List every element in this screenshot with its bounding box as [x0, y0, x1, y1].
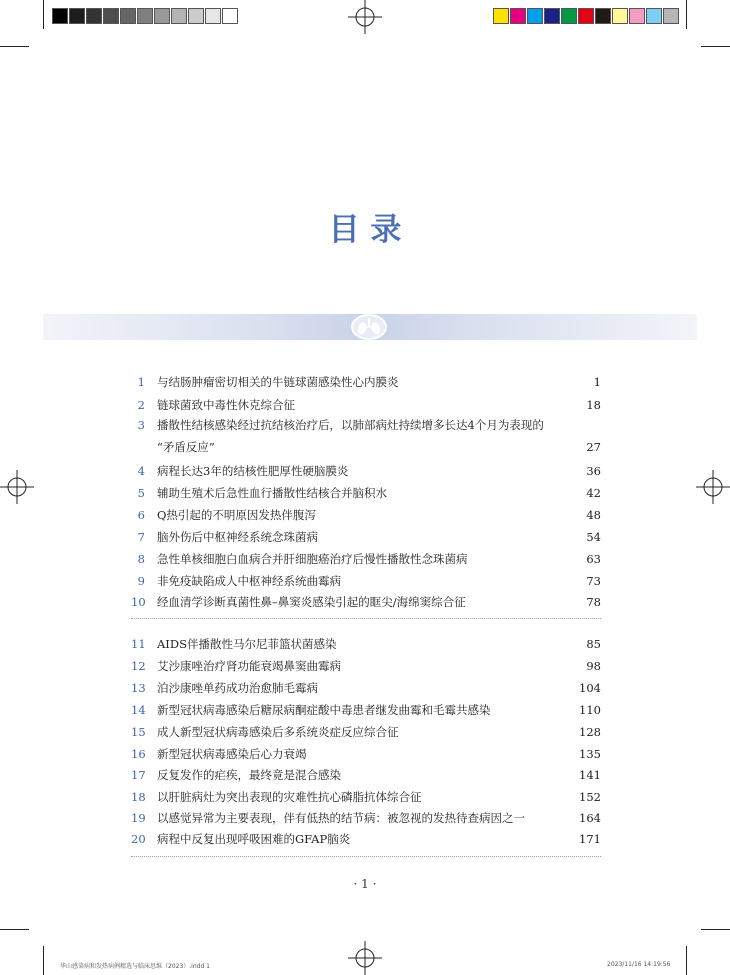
toc-entry-title: 非免疫缺陷成人中枢神经系统曲霉病 [157, 574, 341, 588]
toc-entry[interactable] [131, 808, 601, 828]
toc-entry-title: AIDS伴播散性马尔尼菲篮状菌感染 [157, 637, 337, 651]
color-swatch [205, 8, 221, 24]
toc-entry-number: 3 [137, 418, 145, 432]
toc-entry-page: 85 [586, 637, 601, 651]
print-slug-left: 华山感染病和发热病例精选与临床思维（2023）.indd 1 [60, 963, 210, 970]
toc-entry-title: 以感觉异常为主要表现，伴有低热的结节病：被忽视的发热待查病因之一 [157, 811, 525, 825]
toc-entry-title: 链球菌致中毒性休克综合征 [157, 398, 295, 412]
toc-entry-title: 脑外伤后中枢神经系统念珠菌病 [157, 530, 318, 544]
toc-entry-number: 4 [137, 464, 145, 478]
crop-mark [686, 0, 687, 29]
toc-entry[interactable] [131, 744, 601, 764]
color-swatch [188, 8, 204, 24]
toc-entry-continuation[interactable] [131, 437, 601, 457]
toc-entry-title: 反复发作的疟疾，最终竟是混合感染 [157, 768, 341, 782]
toc-entry-title: Q热引起的不明原因发热伴腹泻 [157, 508, 316, 522]
registration-mark-icon [696, 470, 730, 504]
color-swatch [646, 8, 662, 24]
toc-entry-number: 18 [131, 790, 146, 804]
color-swatch [120, 8, 136, 24]
crop-mark [686, 946, 687, 975]
toc-entry-page: 135 [579, 747, 601, 761]
toc-entry-title: 急性单核细胞白血病合并肝细胞癌治疗后慢性播散性念珠菌病 [157, 552, 468, 566]
toc-entry[interactable] [131, 829, 601, 849]
toc-entry-title-continued: “矛盾反应” [157, 440, 215, 454]
toc-entry-number: 14 [131, 703, 146, 717]
section-divider [131, 618, 601, 619]
color-swatch [629, 8, 645, 24]
color-swatch [578, 8, 594, 24]
toc-entry-page: 141 [579, 768, 601, 782]
toc-entry[interactable] [131, 415, 601, 435]
toc-entry-number: 1 [137, 375, 145, 389]
toc-entry-number: 8 [137, 552, 145, 566]
toc-entry[interactable] [131, 461, 601, 481]
toc-entry[interactable] [131, 395, 601, 415]
toc-entry-title: 新型冠状病毒感染后心力衰竭 [157, 747, 307, 761]
toc-entry-title: 经血清学诊断真菌性鼻–鼻窦炎感染引起的眶尖/海绵窦综合征 [157, 595, 466, 609]
page-title: 目 录 [328, 212, 402, 248]
registration-mark-icon [0, 470, 34, 504]
registration-mark-icon [348, 0, 382, 34]
toc-entry[interactable] [131, 505, 601, 525]
toc-entry[interactable] [131, 700, 601, 720]
toc-entry[interactable] [131, 483, 601, 503]
toc-entry[interactable] [131, 527, 601, 547]
toc-entry-page: 42 [586, 486, 601, 500]
color-swatch [137, 8, 153, 24]
lungs-emblem-icon [349, 313, 389, 341]
toc-entry-page: 164 [579, 811, 601, 825]
toc-entry-title: 以肝脏病灶为突出表现的灾难性抗心磷脂抗体综合征 [157, 790, 422, 804]
grayscale-color-bar [52, 8, 239, 24]
decorative-banner [43, 314, 697, 340]
toc-entry-number: 15 [131, 725, 146, 739]
toc-entry-number: 9 [137, 574, 145, 588]
toc-entry-title: 病程中反复出现呼吸困难的GFAP脑炎 [157, 832, 351, 846]
color-swatch [493, 8, 509, 24]
color-swatch [154, 8, 170, 24]
toc-entry[interactable] [131, 372, 601, 392]
color-swatch [544, 8, 560, 24]
toc-entry[interactable] [131, 722, 601, 742]
toc-entry[interactable] [131, 634, 601, 654]
toc-entry-title: 播散性结核感染经过抗结核治疗后，以肺部病灶持续增多长达4个月为表现的 [157, 418, 544, 432]
toc-entry-number: 16 [131, 747, 146, 761]
toc-entry-title: 成人新型冠状病毒感染后多系统炎症反应综合征 [157, 725, 399, 739]
toc-entry-title: 与结肠肿瘤密切相关的牛链球菌感染性心内膜炎 [157, 375, 399, 389]
toc-entry-number: 7 [137, 530, 145, 544]
toc-entry-page: 63 [586, 552, 601, 566]
toc-entry-page: 18 [586, 398, 601, 412]
color-swatch [527, 8, 543, 24]
color-swatch [663, 8, 679, 24]
toc-entry-page: 1 [593, 375, 601, 389]
toc-entry-page: 110 [579, 703, 601, 717]
crop-mark [0, 46, 29, 47]
color-swatch [595, 8, 611, 24]
toc-entry[interactable] [131, 571, 601, 591]
crop-mark [0, 929, 29, 930]
section-divider [131, 856, 601, 857]
toc-entry-number: 2 [137, 398, 145, 412]
toc-entry-number: 20 [131, 832, 146, 846]
color-swatch [69, 8, 85, 24]
toc-entry-title: 新型冠状病毒感染后糖尿病酮症酸中毒患者继发曲霉和毛霉共感染 [157, 703, 491, 717]
color-swatch [222, 8, 238, 24]
crop-mark [701, 46, 730, 47]
toc-entry[interactable] [131, 656, 601, 676]
toc-entry-number: 17 [131, 768, 146, 782]
toc-entry-page: 73 [586, 574, 601, 588]
crop-mark [701, 929, 730, 930]
toc-entry-number: 5 [137, 486, 145, 500]
toc-entry[interactable] [131, 787, 601, 807]
toc-entry-page: 48 [586, 508, 601, 522]
toc-entry-title: 病程长达3年的结核性肥厚性硬脑膜炎 [157, 464, 349, 478]
color-swatch [52, 8, 68, 24]
toc-entry-page: 98 [586, 659, 601, 673]
toc-entry[interactable] [131, 592, 601, 612]
toc-entry-title: 艾沙康唑治疗肾功能衰竭鼻窦曲霉病 [157, 659, 341, 673]
color-swatch [171, 8, 187, 24]
color-swatch [561, 8, 577, 24]
crop-mark [43, 946, 44, 975]
toc-entry-number: 10 [131, 595, 146, 609]
page-number: · 1 · [353, 877, 377, 891]
color-swatch [103, 8, 119, 24]
registration-mark-icon [348, 941, 382, 975]
toc-entry-page: 78 [586, 595, 601, 609]
toc-entry[interactable] [131, 765, 601, 785]
crop-mark [43, 0, 44, 29]
toc-entry-number: 6 [137, 508, 145, 522]
toc-entry-page: 152 [579, 790, 601, 804]
toc-entry-page: 104 [579, 681, 601, 695]
toc-entry[interactable] [131, 549, 601, 569]
print-slug-right: 2023/11/16 14:19:56 [607, 961, 671, 968]
toc-entry-page: 36 [586, 464, 601, 478]
toc-entry-page: 171 [579, 832, 601, 846]
toc-entry[interactable] [131, 678, 601, 698]
toc-entry-number: 12 [131, 659, 146, 673]
toc-entry-title: 泊沙康唑单药成功治愈肺毛霉病 [157, 681, 318, 695]
toc-entry-title: 辅助生殖术后急性血行播散性结核合并脑积水 [157, 486, 387, 500]
process-color-bar [493, 8, 680, 24]
toc-entry-page: 27 [586, 440, 601, 454]
toc-entry-page: 128 [579, 725, 601, 739]
toc-entry-page: 54 [586, 530, 601, 544]
color-swatch [86, 8, 102, 24]
toc-entry-number: 13 [131, 681, 146, 695]
toc-entry-number: 11 [131, 637, 146, 651]
toc-entry-number: 19 [131, 811, 146, 825]
color-swatch [510, 8, 526, 24]
color-swatch [612, 8, 628, 24]
